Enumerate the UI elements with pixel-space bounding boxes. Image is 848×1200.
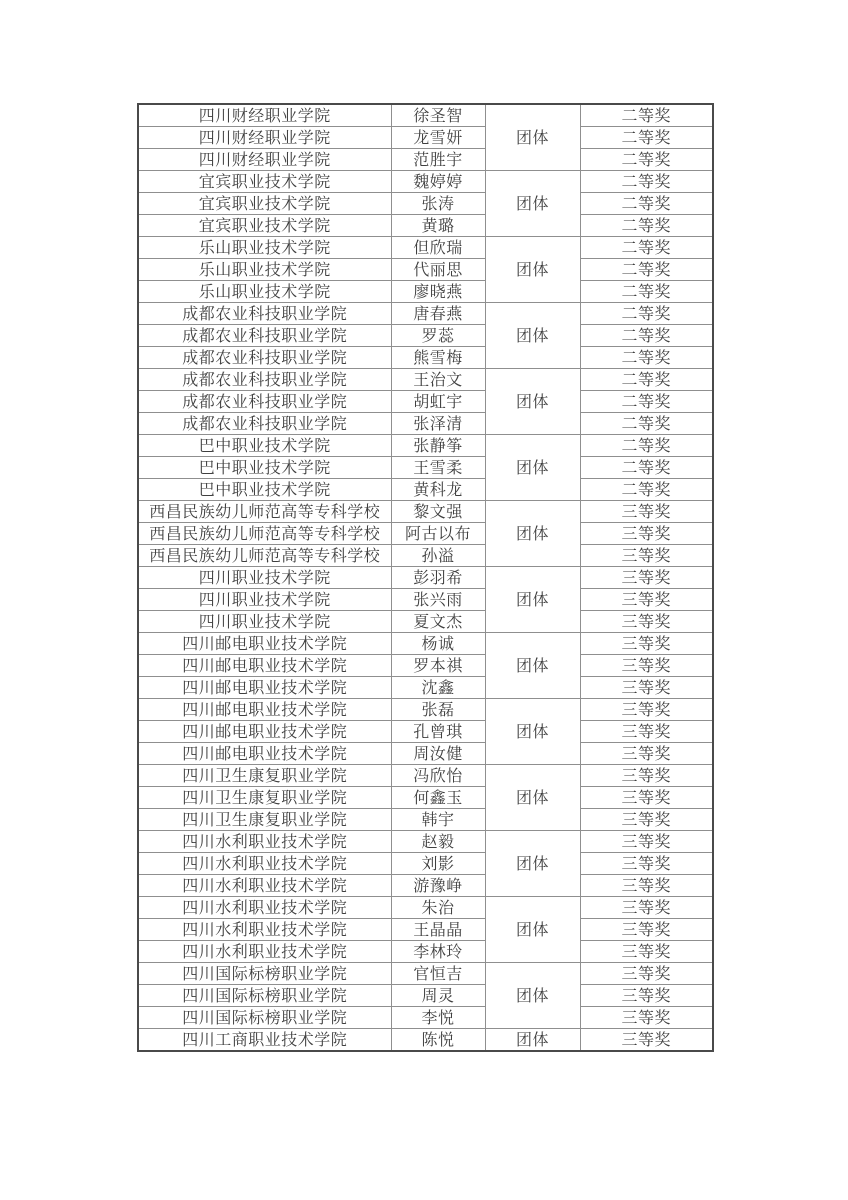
name-cell: 周灵 — [391, 985, 485, 1007]
school-cell: 四川邮电职业技术学院 — [138, 699, 391, 721]
award-cell: 三等奖 — [580, 721, 713, 743]
group-type-cell: 团体 — [485, 831, 580, 897]
table-row — [138, 897, 713, 919]
name-cell: 罗蕊 — [391, 325, 485, 347]
award-cell: 二等奖 — [580, 104, 713, 127]
school-cell: 巴中职业技术学院 — [138, 435, 391, 457]
school-cell: 西昌民族幼儿师范高等专科学校 — [138, 523, 391, 545]
award-cell: 三等奖 — [580, 501, 713, 523]
table-row — [138, 611, 713, 633]
school-cell: 四川水利职业技术学院 — [138, 897, 391, 919]
school-cell: 宜宾职业技术学院 — [138, 171, 391, 193]
award-cell: 二等奖 — [580, 369, 713, 391]
table-row — [138, 347, 713, 369]
table-row — [138, 104, 713, 127]
name-cell: 王雪柔 — [391, 457, 485, 479]
school-cell: 成都农业科技职业学院 — [138, 303, 391, 325]
table-row — [138, 303, 713, 325]
award-cell: 二等奖 — [580, 391, 713, 413]
group-type-cell: 团体 — [485, 303, 580, 369]
award-cell: 二等奖 — [580, 281, 713, 303]
school-cell: 四川水利职业技术学院 — [138, 941, 391, 963]
table-row — [138, 567, 713, 589]
school-cell: 成都农业科技职业学院 — [138, 413, 391, 435]
table-row — [138, 281, 713, 303]
award-cell: 三等奖 — [580, 1007, 713, 1029]
award-cell: 二等奖 — [580, 237, 713, 259]
name-cell: 龙雪妍 — [391, 127, 485, 149]
name-cell: 王晶晶 — [391, 919, 485, 941]
name-cell: 代丽思 — [391, 259, 485, 281]
award-cell: 三等奖 — [580, 985, 713, 1007]
award-table — [137, 103, 714, 1052]
award-cell: 三等奖 — [580, 743, 713, 765]
name-cell: 陈悦 — [391, 1029, 485, 1052]
name-cell: 唐春燕 — [391, 303, 485, 325]
table-row — [138, 215, 713, 237]
award-cell: 二等奖 — [580, 457, 713, 479]
table-row — [138, 985, 713, 1007]
table-row — [138, 699, 713, 721]
name-cell: 张静筝 — [391, 435, 485, 457]
award-cell: 二等奖 — [580, 171, 713, 193]
award-cell: 二等奖 — [580, 435, 713, 457]
table-row — [138, 1007, 713, 1029]
name-cell: 夏文杰 — [391, 611, 485, 633]
name-cell: 张磊 — [391, 699, 485, 721]
group-type-cell: 团体 — [485, 369, 580, 435]
group-type-cell: 团体 — [485, 963, 580, 1029]
school-cell: 巴中职业技术学院 — [138, 457, 391, 479]
award-cell: 三等奖 — [580, 1029, 713, 1052]
name-cell: 周汝健 — [391, 743, 485, 765]
award-cell: 三等奖 — [580, 677, 713, 699]
award-cell: 三等奖 — [580, 611, 713, 633]
award-cell: 三等奖 — [580, 633, 713, 655]
award-cell: 三等奖 — [580, 853, 713, 875]
table-row — [138, 941, 713, 963]
school-cell: 四川财经职业学院 — [138, 149, 391, 171]
school-cell: 四川水利职业技术学院 — [138, 875, 391, 897]
table-row — [138, 721, 713, 743]
award-cell: 三等奖 — [580, 545, 713, 567]
school-cell: 成都农业科技职业学院 — [138, 325, 391, 347]
school-cell: 四川水利职业技术学院 — [138, 853, 391, 875]
award-cell: 三等奖 — [580, 787, 713, 809]
name-cell: 罗本祺 — [391, 655, 485, 677]
award-cell: 三等奖 — [580, 809, 713, 831]
group-type-cell: 团体 — [485, 435, 580, 501]
name-cell: 熊雪梅 — [391, 347, 485, 369]
table-row — [138, 677, 713, 699]
table-row — [138, 655, 713, 677]
group-type-cell: 团体 — [485, 1029, 580, 1052]
school-cell: 四川国际标榜职业学院 — [138, 963, 391, 985]
name-cell: 沈鑫 — [391, 677, 485, 699]
school-cell: 四川邮电职业技术学院 — [138, 633, 391, 655]
school-cell: 宜宾职业技术学院 — [138, 193, 391, 215]
school-cell: 四川国际标榜职业学院 — [138, 985, 391, 1007]
school-cell: 四川邮电职业技术学院 — [138, 721, 391, 743]
award-cell: 二等奖 — [580, 413, 713, 435]
table-row — [138, 479, 713, 501]
award-table-body — [138, 104, 713, 1051]
school-cell: 西昌民族幼儿师范高等专科学校 — [138, 545, 391, 567]
group-type-cell: 团体 — [485, 765, 580, 831]
award-cell: 三等奖 — [580, 919, 713, 941]
table-row — [138, 193, 713, 215]
name-cell: 朱治 — [391, 897, 485, 919]
name-cell: 王治文 — [391, 369, 485, 391]
table-row — [138, 589, 713, 611]
award-cell: 三等奖 — [580, 765, 713, 787]
award-cell: 二等奖 — [580, 149, 713, 171]
name-cell: 韩宇 — [391, 809, 485, 831]
name-cell: 官恒吉 — [391, 963, 485, 985]
group-type-cell: 团体 — [485, 171, 580, 237]
name-cell: 黄科龙 — [391, 479, 485, 501]
school-cell: 四川邮电职业技术学院 — [138, 677, 391, 699]
table-row — [138, 875, 713, 897]
name-cell: 孙溢 — [391, 545, 485, 567]
table-row — [138, 325, 713, 347]
table-row — [138, 237, 713, 259]
table-row — [138, 435, 713, 457]
school-cell: 巴中职业技术学院 — [138, 479, 391, 501]
table-row — [138, 413, 713, 435]
school-cell: 成都农业科技职业学院 — [138, 347, 391, 369]
name-cell: 廖晓燕 — [391, 281, 485, 303]
table-row — [138, 765, 713, 787]
school-cell: 四川邮电职业技术学院 — [138, 655, 391, 677]
school-cell: 四川国际标榜职业学院 — [138, 1007, 391, 1029]
award-cell: 二等奖 — [580, 347, 713, 369]
group-type-cell: 团体 — [485, 104, 580, 171]
table-row — [138, 963, 713, 985]
school-cell: 四川工商职业技术学院 — [138, 1029, 391, 1052]
school-cell: 宜宾职业技术学院 — [138, 215, 391, 237]
table-row — [138, 853, 713, 875]
award-cell: 二等奖 — [580, 193, 713, 215]
award-cell: 三等奖 — [580, 567, 713, 589]
name-cell: 何鑫玉 — [391, 787, 485, 809]
school-cell: 四川水利职业技术学院 — [138, 919, 391, 941]
name-cell: 魏婷婷 — [391, 171, 485, 193]
name-cell: 彭羽希 — [391, 567, 485, 589]
name-cell: 冯欣怡 — [391, 765, 485, 787]
award-cell: 三等奖 — [580, 523, 713, 545]
award-cell: 三等奖 — [580, 699, 713, 721]
school-cell: 四川卫生康复职业学院 — [138, 765, 391, 787]
name-cell: 阿古以布 — [391, 523, 485, 545]
name-cell: 张涛 — [391, 193, 485, 215]
school-cell: 四川财经职业学院 — [138, 127, 391, 149]
award-cell: 二等奖 — [580, 259, 713, 281]
name-cell: 刘影 — [391, 853, 485, 875]
award-cell: 三等奖 — [580, 589, 713, 611]
award-cell: 二等奖 — [580, 479, 713, 501]
name-cell: 黄璐 — [391, 215, 485, 237]
school-cell: 成都农业科技职业学院 — [138, 369, 391, 391]
group-type-cell: 团体 — [485, 897, 580, 963]
award-cell: 三等奖 — [580, 897, 713, 919]
table-row — [138, 633, 713, 655]
name-cell: 黎文强 — [391, 501, 485, 523]
name-cell: 张泽清 — [391, 413, 485, 435]
award-cell: 三等奖 — [580, 963, 713, 985]
name-cell: 范胜宇 — [391, 149, 485, 171]
award-cell: 三等奖 — [580, 831, 713, 853]
school-cell: 四川水利职业技术学院 — [138, 831, 391, 853]
school-cell: 西昌民族幼儿师范高等专科学校 — [138, 501, 391, 523]
name-cell: 徐圣智 — [391, 104, 485, 127]
school-cell: 四川卫生康复职业学院 — [138, 809, 391, 831]
name-cell: 赵毅 — [391, 831, 485, 853]
name-cell: 杨诚 — [391, 633, 485, 655]
school-cell: 四川职业技术学院 — [138, 589, 391, 611]
name-cell: 李林玲 — [391, 941, 485, 963]
school-cell: 乐山职业技术学院 — [138, 281, 391, 303]
table-row — [138, 457, 713, 479]
school-cell: 成都农业科技职业学院 — [138, 391, 391, 413]
name-cell: 但欣瑞 — [391, 237, 485, 259]
table-row — [138, 545, 713, 567]
table-row — [138, 171, 713, 193]
table-row — [138, 1029, 713, 1052]
school-cell: 四川职业技术学院 — [138, 611, 391, 633]
school-cell: 乐山职业技术学院 — [138, 259, 391, 281]
school-cell: 四川邮电职业技术学院 — [138, 743, 391, 765]
group-type-cell: 团体 — [485, 567, 580, 633]
table-row — [138, 127, 713, 149]
table-row — [138, 501, 713, 523]
name-cell: 胡虹宇 — [391, 391, 485, 413]
table-row — [138, 259, 713, 281]
group-type-cell: 团体 — [485, 237, 580, 303]
table-row — [138, 369, 713, 391]
school-cell: 四川财经职业学院 — [138, 104, 391, 127]
table-row — [138, 149, 713, 171]
table-row — [138, 523, 713, 545]
name-cell: 李悦 — [391, 1007, 485, 1029]
school-cell: 四川职业技术学院 — [138, 567, 391, 589]
group-type-cell: 团体 — [485, 633, 580, 699]
school-cell: 乐山职业技术学院 — [138, 237, 391, 259]
award-cell: 二等奖 — [580, 325, 713, 347]
table-row — [138, 391, 713, 413]
table-row — [138, 743, 713, 765]
table-row — [138, 787, 713, 809]
award-cell: 三等奖 — [580, 941, 713, 963]
award-cell: 二等奖 — [580, 215, 713, 237]
name-cell: 孔曾琪 — [391, 721, 485, 743]
group-type-cell: 团体 — [485, 699, 580, 765]
table-row — [138, 809, 713, 831]
name-cell: 张兴雨 — [391, 589, 485, 611]
award-cell: 二等奖 — [580, 303, 713, 325]
table-row — [138, 919, 713, 941]
award-cell: 三等奖 — [580, 655, 713, 677]
group-type-cell: 团体 — [485, 501, 580, 567]
table-row — [138, 831, 713, 853]
award-cell: 三等奖 — [580, 875, 713, 897]
school-cell: 四川卫生康复职业学院 — [138, 787, 391, 809]
name-cell: 游豫峥 — [391, 875, 485, 897]
award-cell: 二等奖 — [580, 127, 713, 149]
